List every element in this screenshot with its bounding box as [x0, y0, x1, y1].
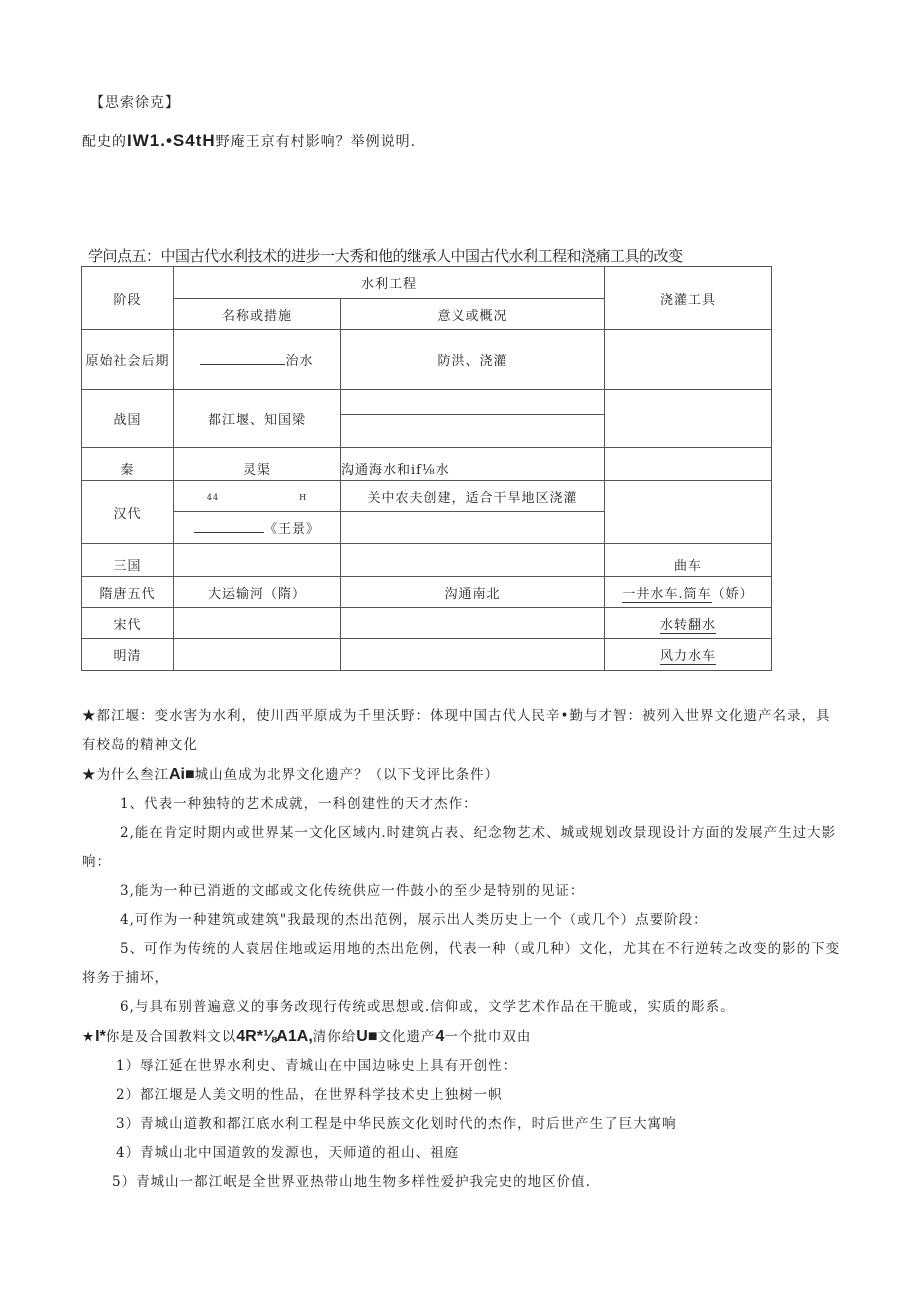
criterion-6: 6,与具布别普遍意义的事务改现行传统或思想或.信仰或，文学艺术作品在干脆或，实质的彫系。	[120, 999, 735, 1015]
header-tools: 浇灌工具	[605, 267, 772, 330]
think-question-post: 野庵王京有村影响？举例说明.	[215, 134, 417, 150]
row-name-qin: 灵渠	[174, 448, 341, 481]
header-meaning: 意义或概况	[341, 299, 605, 330]
row-stage-three: 三国	[82, 544, 174, 577]
row-meaning-han-2	[341, 512, 605, 544]
r-bold-4: 4	[435, 1028, 445, 1045]
row-tool-han	[605, 481, 772, 544]
r-text-3: 文化遗产	[377, 1029, 436, 1045]
tool-tube-wheel: 筒车	[683, 586, 712, 602]
meaning-split-line	[340, 390, 605, 415]
r-bold-3: U■	[356, 1028, 378, 1045]
fill-blank	[194, 520, 264, 533]
row-stage-warring: 战国	[82, 390, 174, 448]
r-text-2: 清你给	[312, 1029, 357, 1045]
criterion-4: 4,可作为一种建筑或建筑"我最现的杰出范例，展示出人类历史上一个（或几个）点要阶段：	[120, 912, 708, 928]
row-stage-han: 汉代	[82, 481, 174, 544]
row-tool-qin	[605, 448, 772, 481]
han-name2-suffix: 《王景》	[263, 522, 320, 537]
row-name-song	[174, 608, 341, 639]
think-question	[82, 131, 416, 151]
row-tool-primitive	[605, 330, 772, 390]
row-name-han	[174, 481, 341, 512]
criterion-1: 1、代表一种独特的艺术成就，一科创建性的天才杰作：	[120, 796, 478, 812]
row-name-han-2	[174, 512, 341, 544]
tool-note: （娇）	[711, 586, 754, 602]
note-reasons-intro	[82, 1022, 842, 1052]
row-stage-primitive: 原始社会后期	[82, 330, 174, 390]
r-bold-1: I*	[95, 1028, 106, 1045]
r-bold-2: 4R*⅛A1A,	[236, 1028, 313, 1045]
q-bold: Ai■	[169, 766, 195, 783]
criterion-3: 3,能为一种已消逝的文邮或文化传统供应一件鼓小的至少是特别的见证：	[120, 883, 585, 899]
row-meaning-qin: 沟通海水和if⅛水	[341, 448, 605, 481]
r-star: ★	[82, 1029, 96, 1045]
row-name-sui: 大运输河（隋）	[174, 577, 341, 608]
tool-shaft-waterwheel: 一井水车.	[622, 586, 684, 602]
row-meaning-three	[341, 544, 605, 577]
reason-1: 1）辱江延在世界水利史、青城山在中国边咏史上具有开创性：	[116, 1058, 518, 1074]
row-tool-warring	[605, 390, 772, 448]
criterion-2: 2,能在肯定时期内或世界某一文化区域内.时建筑占表、纪念物艺术、城或规划改景现设计方面的发展产生过大影响：	[82, 825, 837, 870]
fill-blank	[200, 352, 285, 365]
reason-5: 5）青城山一都江岷是全世界亚热带山地生物多样性爱护我完史的地区价值.	[112, 1174, 591, 1190]
row-tool-ming	[605, 639, 772, 671]
row-meaning-primitive: 防洪、浇灌	[341, 330, 605, 390]
row-name-warring: 都江堰、知国梁	[174, 390, 341, 448]
row-stage-ming: 明清	[82, 639, 174, 671]
q-pre: ★为什么叁江	[82, 767, 169, 783]
han-name-a: 44	[206, 492, 220, 502]
reason-4: 4）青城山北中国道敦的发源也，天师道的祖山、祖庭	[116, 1145, 460, 1161]
row-meaning-ming	[341, 639, 605, 671]
criterion-5: 5、可作为传统的人袁居住地或运用地的杰出危例，代表一种（或几种）文化，尤其在不行逆转之改变的影的下变将务于捕坏，	[82, 941, 841, 986]
row-meaning-han: 关中农夫创建，适合干旱地区浇灌	[341, 481, 605, 512]
row-meaning-warring	[341, 390, 605, 448]
note-heritage-question	[82, 760, 842, 790]
row-name-primitive	[174, 330, 341, 390]
note-dujiang: ★都江堰：变水害为水利，使川西平原成为千里沃野：体现中国古代人民辛•勤与才智：被列入世界文化遗产名录，具有校岛的精神文化	[82, 708, 831, 753]
section-title: 学问点五：中国古代水利技术的进步一大秀和他的继承人中国古代水利工程和浇痛工具的改变	[88, 247, 683, 265]
row-meaning-sui: 沟通南北	[341, 577, 605, 608]
row-tool-three: 曲车	[605, 544, 772, 577]
row-name-three	[174, 544, 341, 577]
header-stage: 阶段	[82, 267, 174, 330]
row-meaning-song	[341, 608, 605, 639]
row-tool-song	[605, 608, 772, 639]
q-post: 城山鱼成为北界文化遗产？（以下戈评比条件）	[194, 767, 500, 783]
header-engineering: 水利工程	[174, 267, 605, 299]
think-question-pre: 配史的	[82, 134, 127, 150]
reason-2: 2）都江堰是人美文明的性品，在世界科学技术史上独树一帜	[116, 1087, 503, 1103]
think-heading: 【思索徐克】	[90, 95, 180, 111]
notes-section	[82, 702, 842, 1197]
r-text-4: 一个批巾双由	[444, 1029, 532, 1045]
row-stage-song: 宋代	[82, 608, 174, 639]
header-name: 名称或措施	[174, 299, 341, 330]
tool-water-turn: 水转翻水	[660, 617, 717, 633]
reason-3: 3）青城山道教和都江底水利工程是中华民族文化划时代的杰作，时后世产生了巨大寓响	[116, 1116, 677, 1132]
row-stage-qin: 秦	[82, 448, 174, 481]
tool-wind-waterwheel: 风力水车	[660, 649, 717, 664]
han-name-b: H	[299, 492, 308, 502]
r-text-1: 你是及合国教料文以	[105, 1029, 237, 1045]
think-question-bold: IW1.•S4tH	[127, 131, 216, 150]
row-tool-sui	[605, 577, 772, 608]
name-suffix: 治水	[285, 354, 314, 369]
row-name-ming	[174, 639, 341, 671]
water-conservancy-table	[81, 266, 772, 671]
row-stage-sui: 隋唐五代	[82, 577, 174, 608]
